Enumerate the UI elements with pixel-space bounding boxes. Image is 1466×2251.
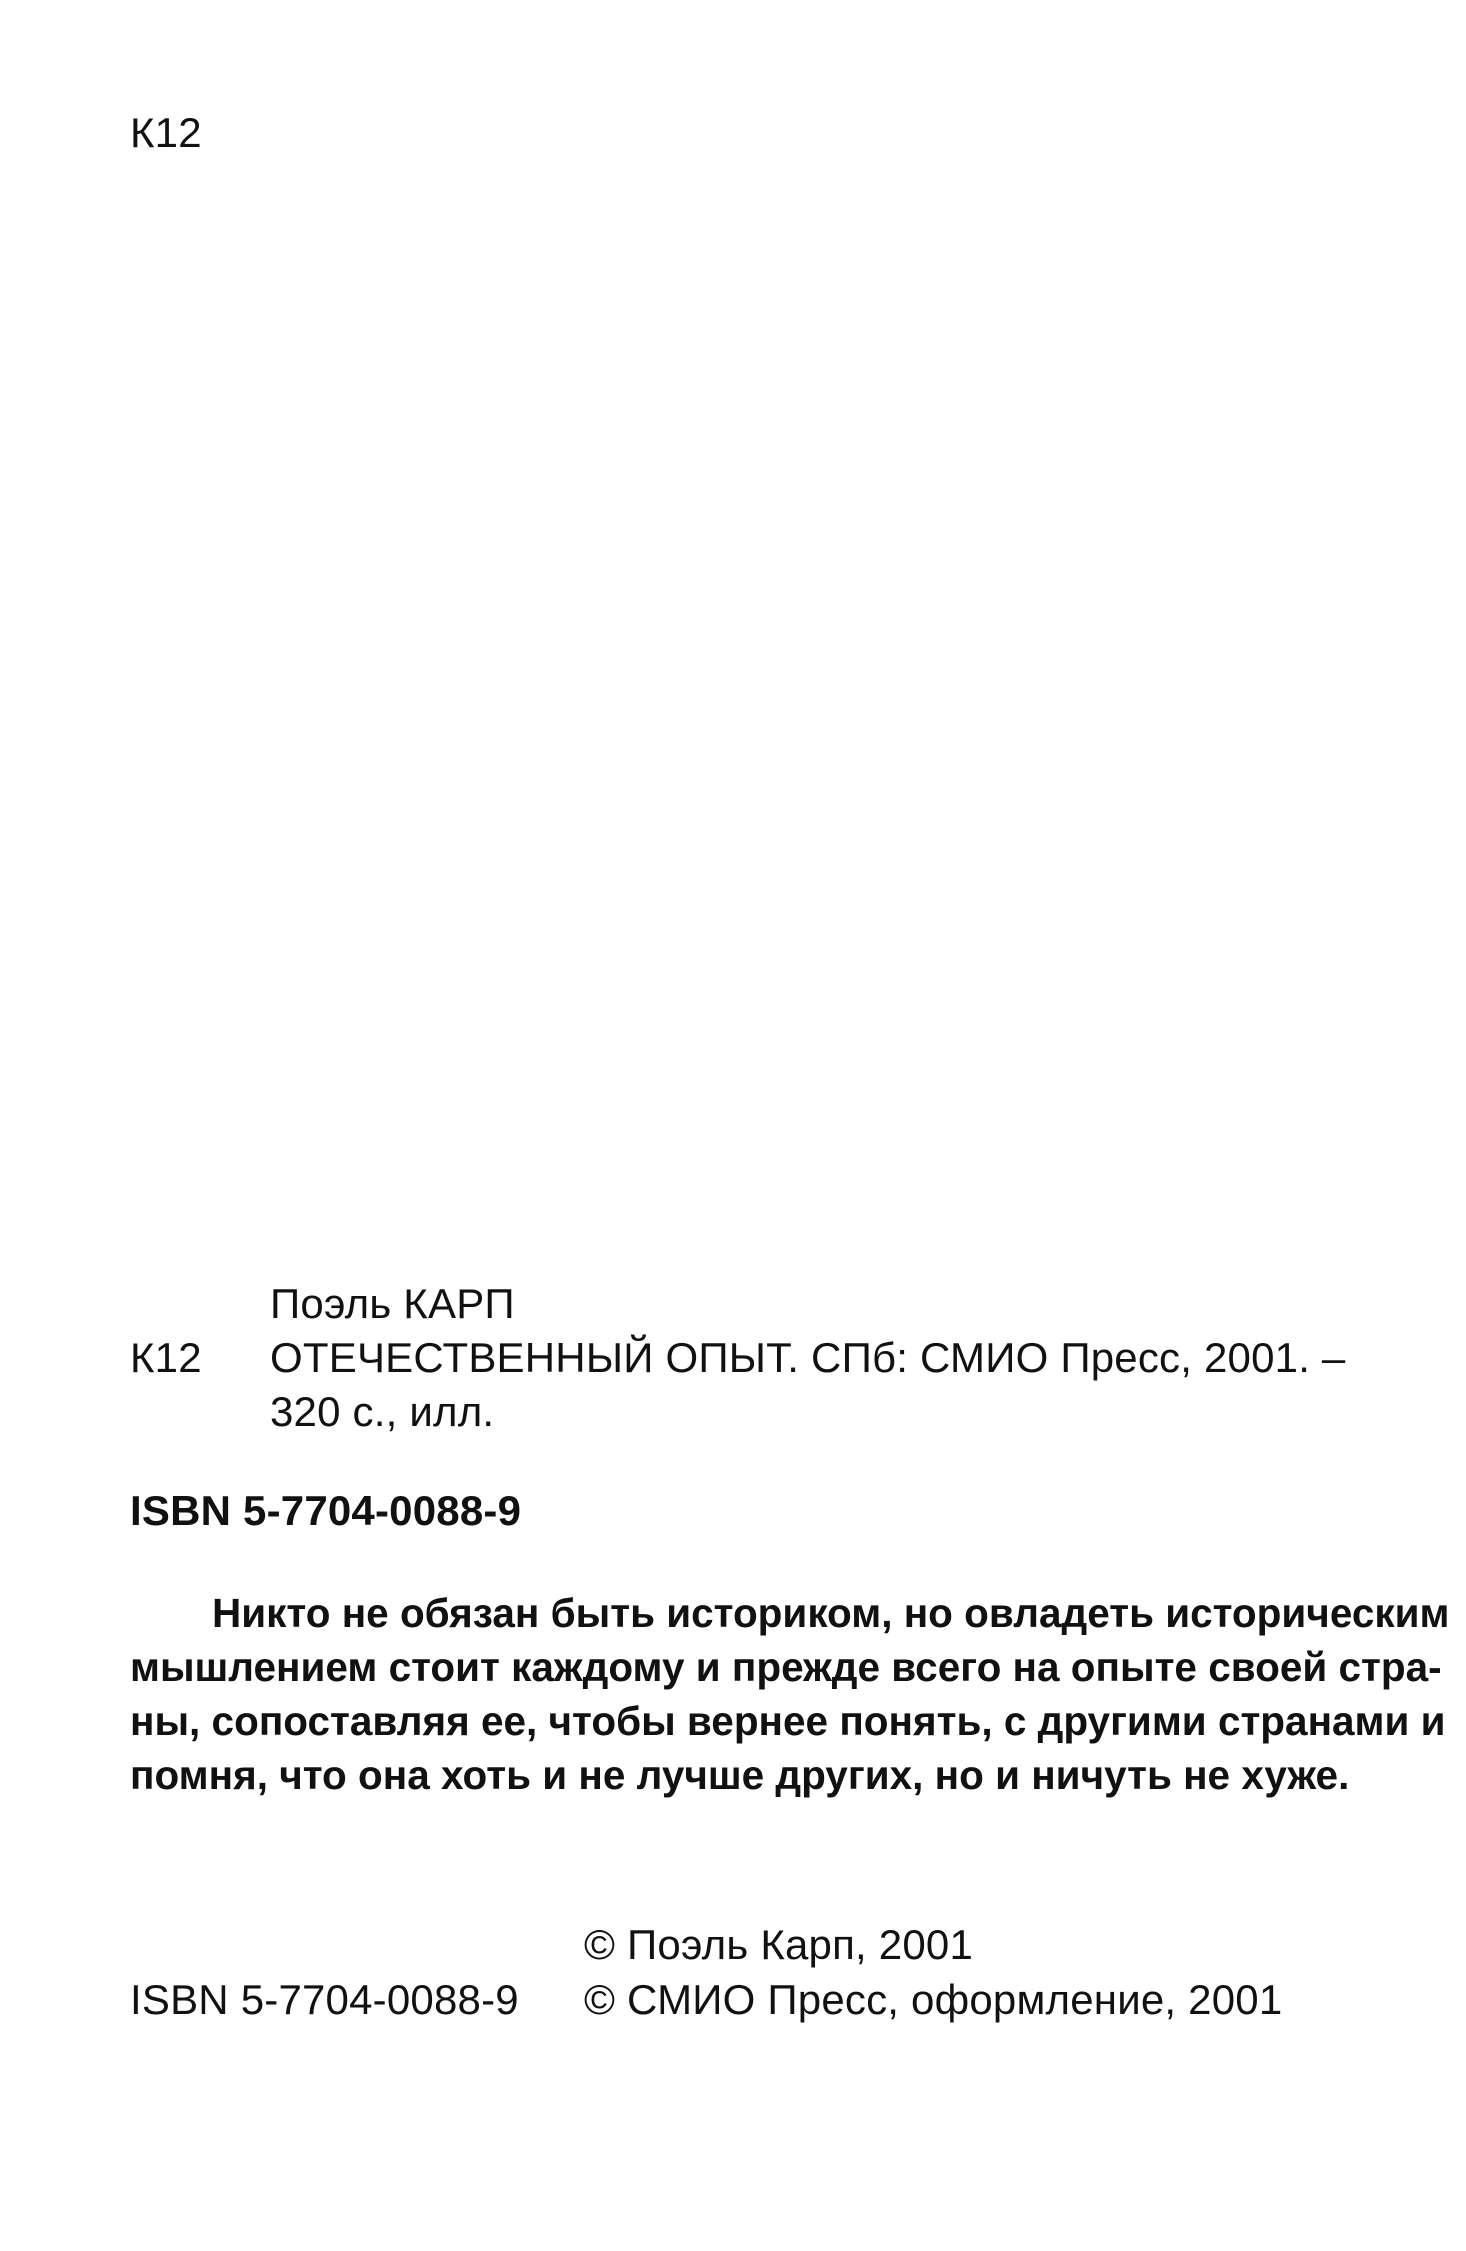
- annotation-line: ны, сопоставляя ее, чтобы вернее понять, с другими странами и: [130, 1698, 1446, 1744]
- copyright-author: © Поэль Карп, 2001: [584, 1921, 974, 1968]
- isbn-heading: ISBN 5-7704-0088-9: [130, 1487, 522, 1534]
- annotation-line: помня, что она хоть и не лучше других, но и ничуть не хуже.: [130, 1752, 1350, 1798]
- author-name: Поэль КАРП: [270, 1280, 515, 1327]
- bibliographic-extent: 320 с., илл.: [270, 1388, 495, 1435]
- annotation-line: Никто не обязан быть историком, но овладеть историческим: [212, 1590, 1450, 1636]
- annotation-paragraph: [130, 1586, 1450, 1802]
- corner-catalog-code: К12: [130, 109, 202, 156]
- catalog-code: К12: [130, 1334, 202, 1381]
- bibliographic-title: ОТЕЧЕСТВЕННЫЙ ОПЫТ. СПб: СМИО Пресс, 2001. –: [270, 1334, 1346, 1381]
- copyright-publisher: © СМИО Пресс, оформление, 2001: [584, 1976, 1283, 2023]
- annotation-line: мышлением стоит каждому и прежде всего на опыте своей стра-: [130, 1644, 1442, 1690]
- isbn-footer: ISBN 5-7704-0088-9: [130, 1976, 519, 2023]
